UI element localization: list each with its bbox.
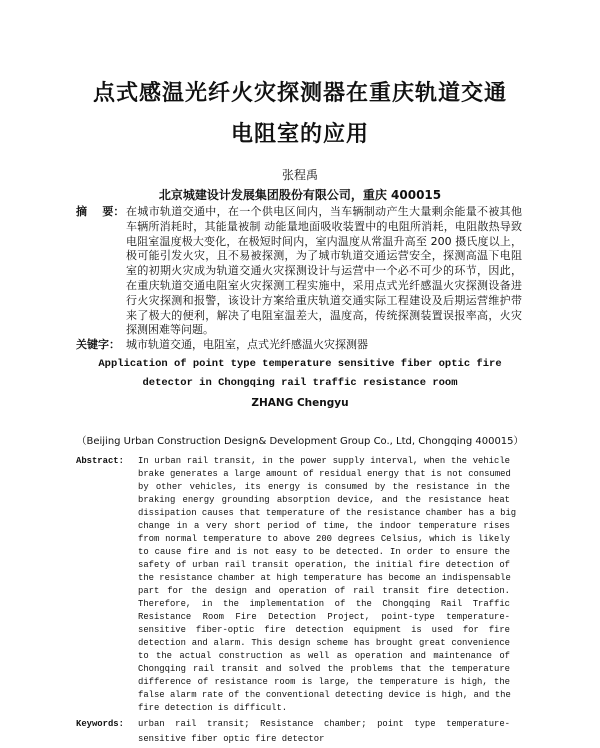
abstract-en-label: Abstract:: [76, 456, 124, 466]
keywords-cn: 城市轨道交通，电阻室，点式光纤感温火灾探测器: [126, 338, 368, 351]
enlines-line: change in a very short period of time, the indoor temperature rises: [138, 521, 510, 531]
keywords-en-line-1: urban rail transit; Resistance chamber; point type temperature-: [138, 719, 510, 729]
title-cn-line-1: 点式感温光纤火灾探测器在重庆轨道交通: [92, 81, 507, 106]
enlines-line: the resistance chamber at high temperature has become an indispensable: [138, 573, 511, 583]
keywords-cn-label: 关键字：: [76, 338, 120, 351]
keywords-en-label: Keywords:: [76, 719, 124, 729]
affiliation-en: （Beijing Urban Construction Design& Development Group Co., Ltd, Chongqing 400015）: [76, 436, 524, 447]
cnlines-line: 电阻室温度极大变化，在极短时间内，室内温度从常温升高至 200 摄氏度以上，: [126, 234, 522, 248]
title-en-line-2: detector in Chongqing rail traffic resistance room: [142, 377, 458, 389]
title-en-line-1: Application of point type temperature sensitive fiber optic fire: [98, 358, 502, 370]
cnlines-line: 在重庆轨道交通电阻室火灾探测工程实施中，采用点式光纤感温火灾探测设备进: [126, 279, 522, 292]
enlines-line: fire detection is difficult.: [138, 703, 288, 713]
cnlines-line: 探测困难等问题。: [126, 323, 214, 337]
enlines-line: from normal temperature to above 200 degrees Celsius, which is likely: [138, 534, 510, 544]
author-cn: 张程禹: [281, 168, 318, 182]
cnlines-line: 行火灾探测和报警，该设计方案给重庆轨道交通实际工程建设及后期运营维护带: [126, 293, 522, 307]
cnlines-line: 在城市轨道交通中，在一个供电区间内，当车辆制动产生大量剩余能量不被其他: [126, 205, 522, 218]
enlines-line: Therefore, in the implementation of the Chongqing Rail Traffic: [138, 599, 510, 609]
cnlines-line: 车辆所消耗时，其能量被制 动能量地面吸收装置中的电阻所消耗，电阻散热导致: [126, 219, 522, 233]
cnlines-line: 室的初期火灾成为轨道交通火灾探测设计与运营中一个必不可少的环节，因此，: [126, 264, 522, 278]
affiliation-cn: 北京城建设计发展集团股份有限公司，重庆 400015: [158, 188, 442, 202]
enlines-line: Resistance Room Fire Detection Project, point-type temperature-: [138, 612, 510, 622]
enlines-line: to cause fire and is not easy to be detected. In order to ensure the: [138, 547, 510, 557]
keywords-en-line-2: sensitive fiber optic fire detector: [138, 734, 325, 744]
enlines-line: by other vehicles, its energy is consumed by the resistance in the: [138, 482, 510, 492]
enlines-line: In urban rail transit, in the power supply interval, when the vehicle: [138, 456, 510, 466]
enlines-line: to the actual construction as well as operation and maintenance of: [138, 651, 510, 661]
enlines-line: difference of resistance room is large, the temperature is high, the: [138, 677, 510, 687]
abstract-cn-label: 摘 要：: [76, 205, 125, 218]
enlines-line: part for the design and operation of rail transit fire detection.: [138, 586, 510, 596]
title-cn-line-2: 电阻室的应用: [230, 122, 369, 147]
enlines-line: brake generates a large amount of residual energy that is not consumed: [138, 469, 511, 479]
enlines-line: sensitive fiber-optic fire detection equipment is used for fire: [138, 625, 510, 635]
enlines-line: braking energy grounding absorption device, and the resistance heat: [138, 495, 510, 505]
enlines-line: dissipation causes that temperature of the resistance chamber has a big: [138, 508, 517, 518]
enlines-line: detection and alarm. This design scheme has brought great convenience: [138, 638, 510, 648]
author-en: ZHANG Chengyu: [251, 397, 349, 409]
enlines-line: safety of urban rail transit operation, the initial fire detection of: [138, 560, 510, 570]
enlines-line: false alarm rate of the conventional detecting device is high, and the: [138, 690, 511, 700]
cnlines-line: 来了极大的便利，解决了电阻室温差大，温度高，传统探测装置误报率高，火灾: [126, 308, 522, 322]
enlines-line: Chongqing rail transit and solved the problems that the temperature: [138, 664, 510, 674]
cnlines-line: 极可能引发火灾，且不易被探测，为了城市轨道交通运营安全，探测高温下电阻: [126, 249, 522, 263]
